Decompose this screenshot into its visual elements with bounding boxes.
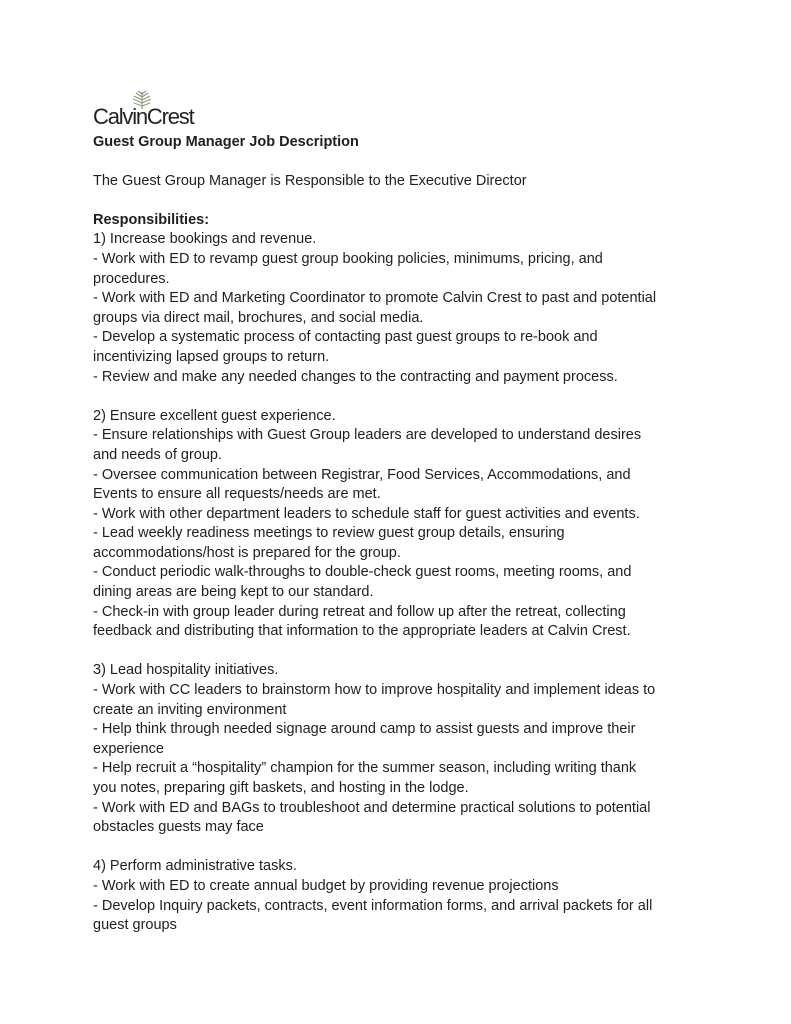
text-line: groups via direct mail, brochures, and social media. [93, 309, 424, 326]
section-3 [93, 661, 713, 837]
text-line: and needs of group. [93, 446, 222, 463]
text-line: incentivizing lapsed groups to return. [93, 348, 330, 365]
text-line: you notes, preparing gift baskets, and hosting in the lodge. [93, 780, 469, 796]
text-line: - Work with ED to create annual budget by providing revenue projections [93, 877, 559, 894]
section-4 [93, 857, 713, 935]
text-line: guest groups [93, 917, 177, 934]
text-line: Events to ensure all requests/needs are met. [93, 486, 381, 503]
text-line: dining areas are being kept to our standard. [93, 584, 374, 601]
text-line: create an inviting environment [93, 701, 287, 718]
text-line: experience [93, 740, 164, 757]
text-line: - Oversee communication between Registrar, Food Services, Accommodations, and [93, 466, 631, 483]
text-line: - Work with other department leaders to schedule staff for guest activities and events. [93, 505, 640, 522]
text-line: - Ensure relationships with Guest Group leaders are developed to understand desires [93, 427, 642, 444]
section-2 [93, 407, 713, 642]
text-line: 3) Lead hospitality initiatives. [93, 662, 279, 679]
reports-to-line: The Guest Group Manager is Responsible to the Executive Director [93, 172, 527, 189]
text-line: - Check-in with group leader during retreat and follow up after the retreat, collecting [93, 603, 626, 620]
text-line: 4) Perform administrative tasks. [93, 858, 297, 875]
text-line: accommodations/host is prepared for the group. [93, 544, 401, 561]
document-title: Guest Group Manager Job Description [93, 134, 359, 150]
text-line: 2) Ensure excellent guest experience. [93, 407, 336, 424]
text-line: - Help think through needed signage around camp to assist guests and improve their [93, 721, 636, 738]
text-line: - Work with ED to revamp guest group booking policies, minimums, pricing, and [93, 250, 603, 267]
document-page [93, 90, 713, 936]
text-line: - Conduct periodic walk-throughs to double-check guest rooms, meeting rooms, and [93, 564, 632, 581]
text-line: - Help recruit a “hospitality” champion for the summer season, including writing thank [93, 760, 637, 777]
text-line: - Work with CC leaders to brainstorm how to improve hospitality and implement ideas to [93, 682, 656, 699]
text-line: - Develop a systematic process of contacting past guest groups to re-book and [93, 329, 598, 346]
section-1 [93, 230, 713, 387]
text-line: - Work with ED and Marketing Coordinator to promote Calvin Crest to past and potential [93, 290, 657, 307]
calvin-crest-logo [93, 90, 213, 132]
text-line: 1) Increase bookings and revenue. [93, 231, 317, 248]
text-line: feedback and distributing that information to the appropriate leaders at Calvin Crest. [93, 623, 631, 640]
logo-text: CalvinCrest [93, 104, 194, 129]
text-line: - Review and make any needed changes to the contracting and payment process. [93, 368, 618, 385]
text-line: procedures. [93, 270, 170, 287]
responsibilities-heading: Responsibilities: [93, 211, 210, 228]
text-line: obstacles guests may face [93, 819, 264, 836]
text-line: - Lead weekly readiness meetings to review guest group details, ensuring [93, 525, 565, 542]
text-line: - Work with ED and BAGs to troubleshoot and determine practical solutions to potential [93, 799, 651, 816]
text-line: - Develop Inquiry packets, contracts, event information forms, and arrival packets for all [93, 897, 653, 914]
